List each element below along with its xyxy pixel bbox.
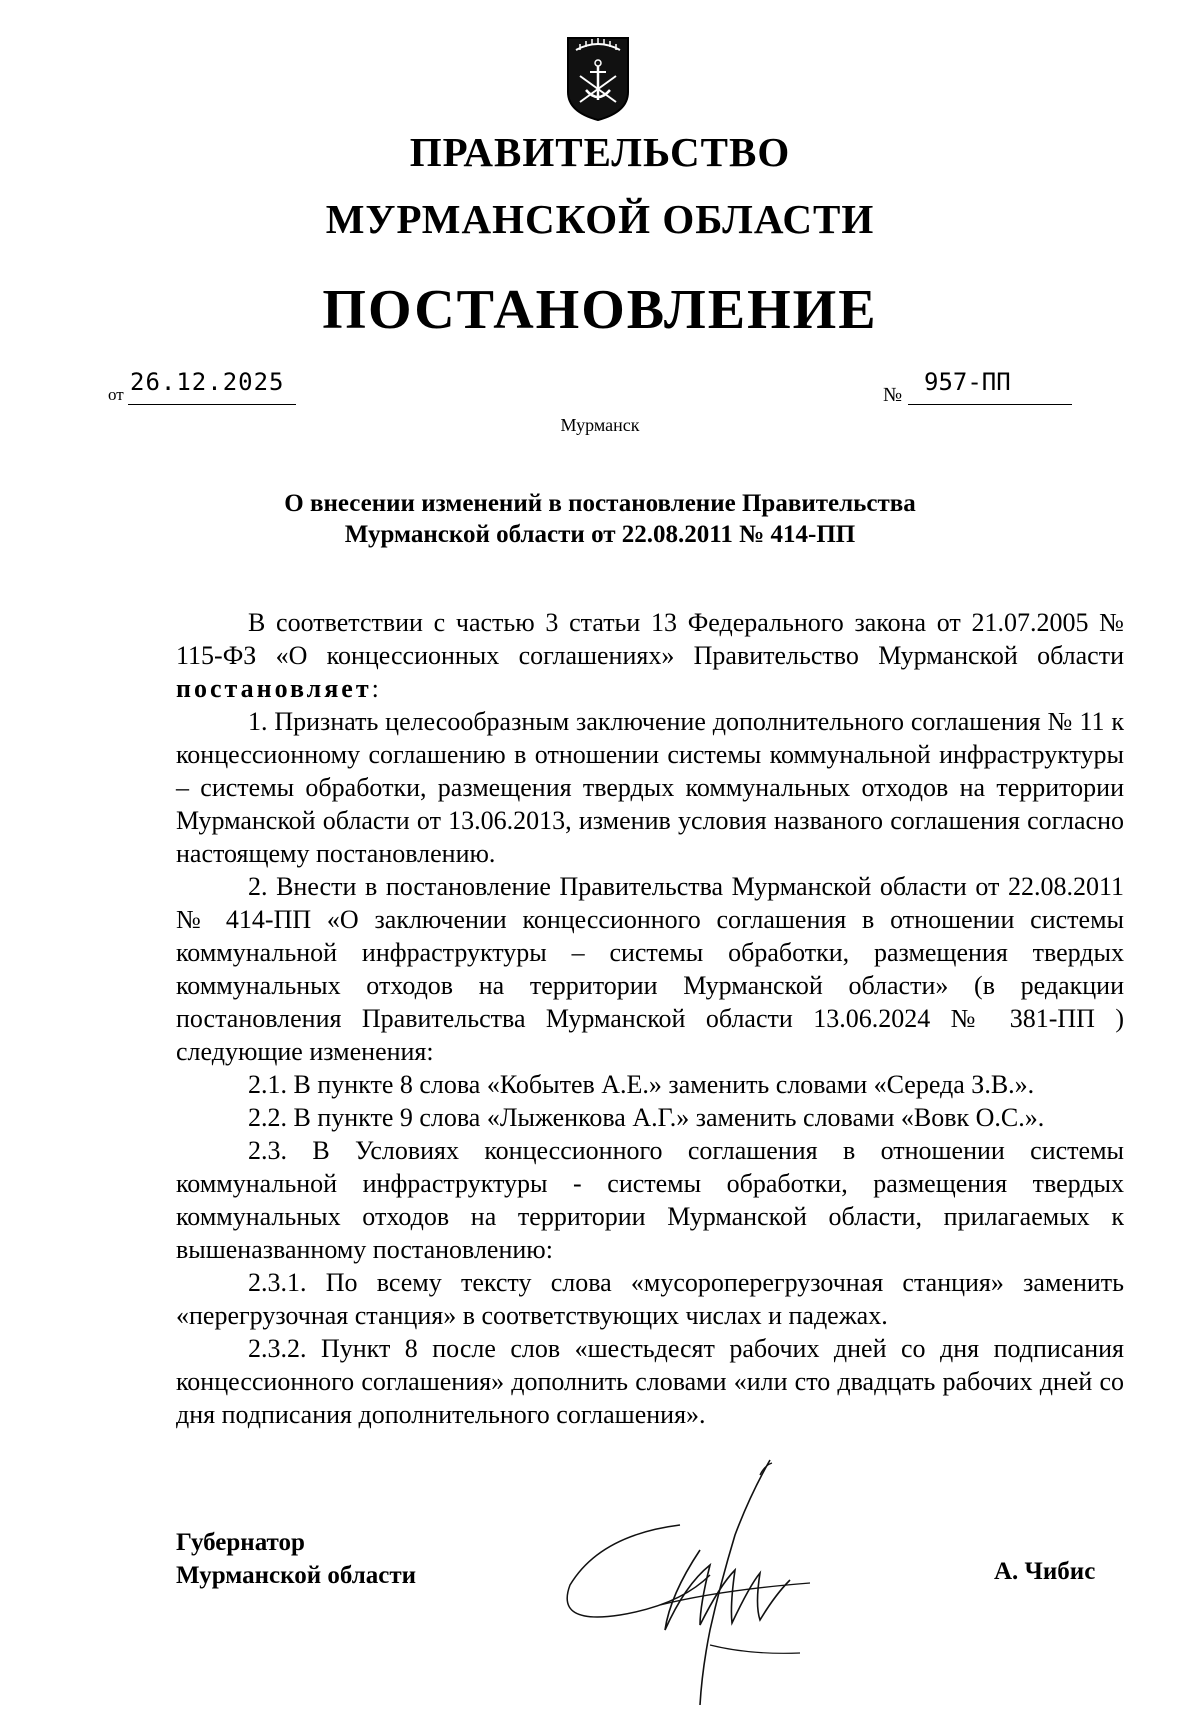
document-subject [0, 488, 1200, 550]
document-number: 957-ПП [924, 368, 1011, 396]
intro-colon: : [371, 674, 379, 703]
intro-verb: постановляет [176, 674, 372, 703]
document-date: 26.12.2025 [130, 368, 285, 396]
date-underline [128, 404, 296, 405]
intro-text: В соответствии с частью 3 статьи 13 Федерального закона от 21.07.2005 № 115-ФЗ «О концессионных соглашениях» Правительство Мурманской области [176, 608, 1124, 670]
paragraph-2: 2. Внести в постановление Правительства Мурманской области от 22.08.2011 № 414-ПП «О заключении концессионного соглашения в отношении системы коммунальной инфраструктуры – системы обработки, размещения твердых коммунальных отходов на территории Мурманской области» (в редакции постановления Правительства Мурманской области 13.06.2024 № 381-ПП ) следующие изменения: [176, 872, 1124, 1066]
signatory-position [176, 1526, 416, 1592]
org-title-line2: МУРМАНСКОЙ ОБЛАСТИ [325, 196, 875, 242]
paragraph-2-3: 2.3. В Условиях концессионного соглашения в отношении системы коммунальной инфраструктуры - системы обработки, размещения твердых коммунальных отходов на территории Мурманской области, прилагаемых к вышеназванному постановлению: [176, 1136, 1124, 1264]
paragraph-2-3-1: 2.3.1. По всему тексту слова «мусороперегрузочная станция» заменить «перегрузочная станция» в соответствующих числах и падежах. [176, 1268, 1124, 1330]
handwritten-signature-icon [560, 1455, 840, 1715]
paragraph-2-3-2: 2.3.2. Пункт 8 после слов «шестьдесят рабочих дней со дня подписания концессионного соглашения» дополнить словами «или сто двадцать рабочих дней со дня подписания дополнительного соглашения». [176, 1334, 1124, 1429]
number-label: № [883, 384, 903, 406]
paragraph-2-1: 2.1. В пункте 8 слова «Кобытев А.Е.» заменить словами «Середа З.В.». [248, 1070, 1035, 1099]
coat-of-arms-icon [566, 30, 630, 122]
city-name: Мурманск [560, 415, 640, 435]
org-title-line1: ПРАВИТЕЛЬСТВО [409, 129, 791, 175]
signatory-name: А. Чибис [994, 1558, 1096, 1585]
paragraph-2-2: 2.2. В пункте 9 слова «Лыженкова А.Г.» заменить словами «Вовк О.С.». [248, 1103, 1045, 1132]
position-line1: Губернатор [176, 1529, 305, 1556]
date-label: от [108, 385, 124, 404]
document-type-title: ПОСТАНОВЛЕНИЕ [322, 279, 878, 341]
intro-paragraph [176, 606, 1124, 705]
number-underline [908, 404, 1072, 405]
paragraph-1: 1. Признать целесообразным заключение дополнительного соглашения № 11 к концессионному соглашению в отношении системы коммунальной инфраструктуры – системы обработки, размещения твердых коммунальных отходов на территории Мурманской области от 13.06.2013, изменив условия названого соглашения согласно настоящему постановлению. [176, 707, 1124, 868]
position-line2: Мурманской области [176, 1562, 417, 1589]
subject-line2: Мурманской области от 22.08.2011 № 414-ПП [344, 521, 856, 548]
document-body [176, 606, 1124, 1431]
subject-line1: О внесении изменений в постановление Правительства [284, 490, 916, 517]
